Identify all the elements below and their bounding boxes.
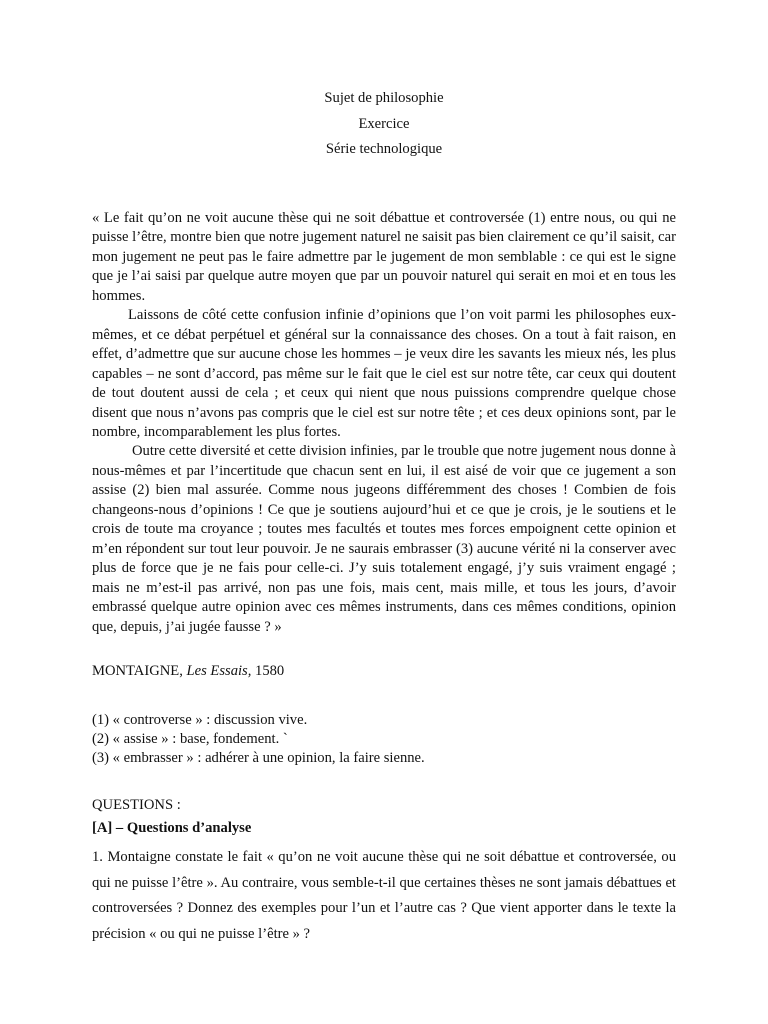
quoted-text — [92, 209, 676, 637]
subject-title: Sujet de philosophie — [324, 90, 444, 106]
work-title: Les Essais, — [186, 663, 252, 679]
text-paragraph-3: Outre cette diversité et cette division infinies, par le trouble que notre jugement nous donne à nous-mêmes et par l’incertitude que chacun sent en lui, il est aisé de voir que ce jugement a son assise (2) bien mal assurée. Comme nous jugeons différemment des choses ! Combien de fois changeons-nous d’opinions ! Ce que je soutiens aujourd’hui et ce que je crois, je le soutiens et le crois de toute ma croyance ; toutes mes facultés et toutes mes forces empoignent cette opinion et m’en répondent sur tout leur pouvoir. Je ne saurais embrasser (3) aucune vérité ni la conserver avec plus de force que je ne fais pour celle-ci. J’y suis totalement engagé, j’y suis vraiment engagé ; mais ne m’est-il pas arrivé, non pas une fois, mais cent, mais mille, et tous les jours, d’avoir embrassé quelque autre opinion avec ces mêmes instruments, dans ces mêmes conditions, opinion que, depuis, j’ai jugée fausse ? » — [92, 443, 676, 635]
publication-year: 1580 — [255, 663, 285, 679]
question-1: 1. Montaigne constate le fait « qu’on ne voit aucune thèse qui ne soit débattue et controversée, ou qui ne puisse l’être ». Au contraire, vous semble-t-il que certaines thèses ne sont jamais débattues et controversées ? Donnez des exemples pour l’un et l’autre cas ? Que vient apporter dans le texte la précision « ou qui ne puisse l’être » ? — [92, 849, 676, 943]
footnotes — [92, 711, 425, 768]
series-label: Série technologique — [325, 141, 443, 157]
document-header — [0, 86, 768, 163]
text-paragraph-1: « Le fait qu’on ne voit aucune thèse qui ne soit débattue et controversée (1) entre nous, ou qui ne puisse l’être, montre bien que notre jugement naturel ne saisit pas bien clairement ce qu’il saisit, car mon jugement ne peut pas le faire admettre par le jugement de mon semblable : ce qui est le signe que je l’ai saisi par quelque autre moyen que par un pouvoir naturel qui serait en moi et en tous les hommes. — [92, 210, 676, 304]
exercise-label: Exercice — [358, 115, 410, 132]
questions-heading: QUESTIONS : — [92, 797, 181, 813]
section-a-heading: [A] – Questions d’analyse — [92, 820, 252, 836]
source-citation — [92, 661, 284, 681]
footnote-3: (3) « embrasser » : adhérer à une opinion, la faire sienne. — [92, 750, 425, 766]
footnote-1: (1) « controverse » : discussion vive. — [92, 712, 308, 728]
author-name: MONTAIGNE, — [92, 663, 183, 679]
text-paragraph-2: Laissons de côté cette confusion infinie d’opinions que l’on voit parmi les philosophes eux-mêmes, et ce débat perpétuel et général sur la connaissance des choses. On a tout à fait raison, en effet, d’admettre que sur aucune chose les hommes – je veux dire les savants les mieux nés, les plus capables – ne sont d’accord, pas même sur le fait que le ciel est sur notre tête, car ceux qui doutent de tout doutent aussi de cela ; et ceux qui nient que nous puissions comprendre quelque chose disent que nous n’avons pas compris que le ciel est sur notre tête ; et ces deux opinions sont, par le nombre, incomparablement les plus fortes. — [92, 307, 676, 440]
footnote-2: (2) « assise » : base, fondement. ` — [92, 731, 288, 747]
